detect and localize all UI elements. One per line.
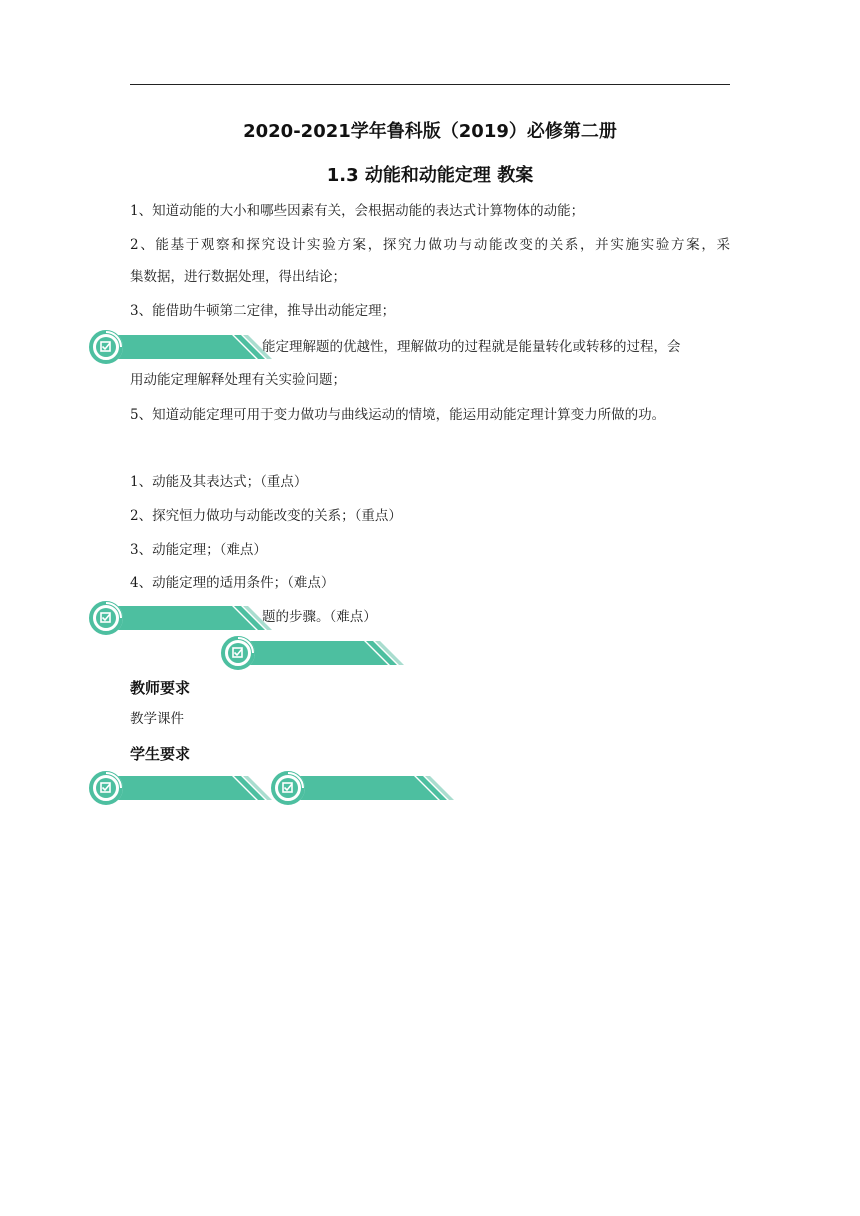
section-banner-process-2 xyxy=(268,770,458,808)
objective-item: 用动能定理解释处理有关实验问题； xyxy=(130,372,346,388)
objective-item: 能定理解题的优越性，理解做功的过程就是能量转化或转移的过程，会 xyxy=(262,339,681,355)
section-banner-preparation xyxy=(218,635,408,673)
section-banner-objectives xyxy=(86,329,276,367)
check-box-icon xyxy=(86,600,276,638)
teacher-heading: 教师要求 xyxy=(130,679,191,697)
check-box-icon xyxy=(268,770,458,808)
key-point-item: 1、动能及其表达式；（重点） xyxy=(130,474,308,490)
key-point-item: 4、动能定理的适用条件；（难点） xyxy=(130,575,335,591)
check-box-icon xyxy=(86,770,276,808)
key-point-item: 2、探究恒力做功与动能改变的关系；（重点） xyxy=(130,508,402,524)
student-heading: 学生要求 xyxy=(130,745,191,763)
teacher-content: 教学课件 xyxy=(130,711,184,727)
objective-item: 集数据，进行数据处理，得出结论； xyxy=(130,269,346,285)
check-box-icon xyxy=(218,635,408,673)
document-title: 2020-2021学年鲁科版（2019）必修第二册 xyxy=(243,121,617,142)
objective-item: 3、能借助牛顿第二定律，推导出动能定理； xyxy=(130,303,396,319)
check-box-icon xyxy=(86,329,276,367)
header-rule xyxy=(130,84,730,85)
objective-item: 1、知道动能的大小和哪些因素有关，会根据动能的表达式计算物体的动能； xyxy=(130,203,585,219)
objective-item: 5、知道动能定理可用于变力做功与曲线运动的情境，能运用动能定理计算变力所做的功。 xyxy=(130,407,666,423)
key-point-item: 3、动能定理；（难点） xyxy=(130,542,267,558)
section-banner-key-points xyxy=(86,600,276,638)
objective-item: 2、能基于观察和探究设计实验方案，探究力做功与动能改变的关系，并实施实验方案，采 xyxy=(130,237,730,253)
document-subtitle: 1.3 动能和动能定理 教案 xyxy=(326,165,534,186)
section-banner-process xyxy=(86,770,276,808)
key-point-item: 题的步骤。（难点） xyxy=(262,609,377,625)
